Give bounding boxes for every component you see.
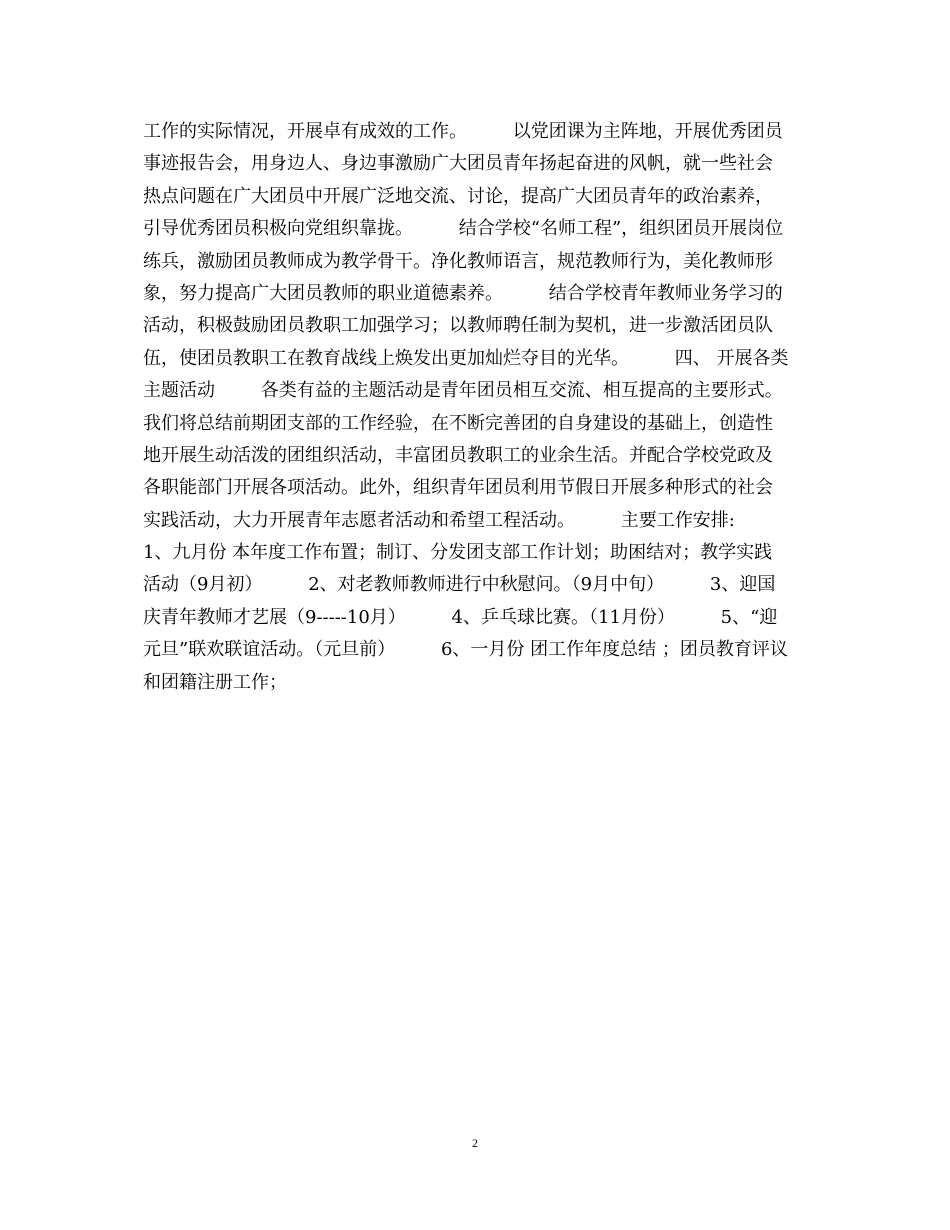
text-line: 活动（9月初） 2、对老教师教师进行中秋慰问。（9月中旬） 3、迎国 <box>143 574 776 596</box>
body-text <box>143 116 823 699</box>
text-line: 各职能部门开展各项活动。此外，组织青年团员利用节假日开展多种形式的社会 <box>143 477 773 499</box>
page-number: 2 <box>472 1136 478 1150</box>
text-line: 我们将总结前期团支部的工作经验，在不断完善团的自身建设的基础上，创造性 <box>143 412 773 434</box>
text-line: 和团籍注册工作； <box>143 671 287 693</box>
text-line: 活动，积极鼓励团员教职工加强学习；以教师聘任制为契机，进一步激活团员队 <box>143 315 773 337</box>
text-line: 工作的实际情况，开展卓有成效的工作。 以党团课为主阵地，开展优秀团员 <box>143 121 783 142</box>
text-line: 事迹报告会，用身边人、身边事激励广大团员青年扬起奋进的风帆，就一些社会 <box>143 153 773 175</box>
text-line: 主题活动 各类有益的主题活动是青年团员相互交流、相互提高的主要形式。 <box>143 380 783 402</box>
text-line: 1、九月份 本年度工作布置；制订、分发团支部工作计划；助困结对；教学实践 <box>143 542 773 564</box>
text-line: 热点问题在广大团员中开展广泛地交流、讨论，提高广大团员青年的政治素养， <box>143 185 773 207</box>
text-line: 象，努力提高广大团员教师的职业道德素养。 结合学校青年教师业务学习的 <box>143 282 783 304</box>
text-line: 地开展生动活泼的团组织活动，丰富团员教职工的业余生活。并配合学校党政及 <box>143 444 773 466</box>
text-line: 引导优秀团员积极向党组织靠拢。 结合学校“名师工程”，组织团员开展岗位 <box>143 218 784 240</box>
text-line: 练兵，激励团员教师成为教学骨干。净化教师语言，规范教师行为，美化教师形 <box>143 250 773 272</box>
text-line: 实践活动，大力开展青年志愿者活动和希望工程活动。 主要工作安排: <box>143 509 735 531</box>
text-line: 伍，使团员教职工在教育战线上焕发出更加灿烂夺目的光华。 四、 开展各类 <box>143 347 789 369</box>
text-line: 元旦”联欢联谊活动。（元旦前） 6、一月份 团工作年度总结 ；团员教育评议 <box>143 639 788 661</box>
text-line: 庆青年教师才艺展（9-----10月） 4、乒乓球比赛。（11月份） 5、“迎 <box>143 606 778 628</box>
